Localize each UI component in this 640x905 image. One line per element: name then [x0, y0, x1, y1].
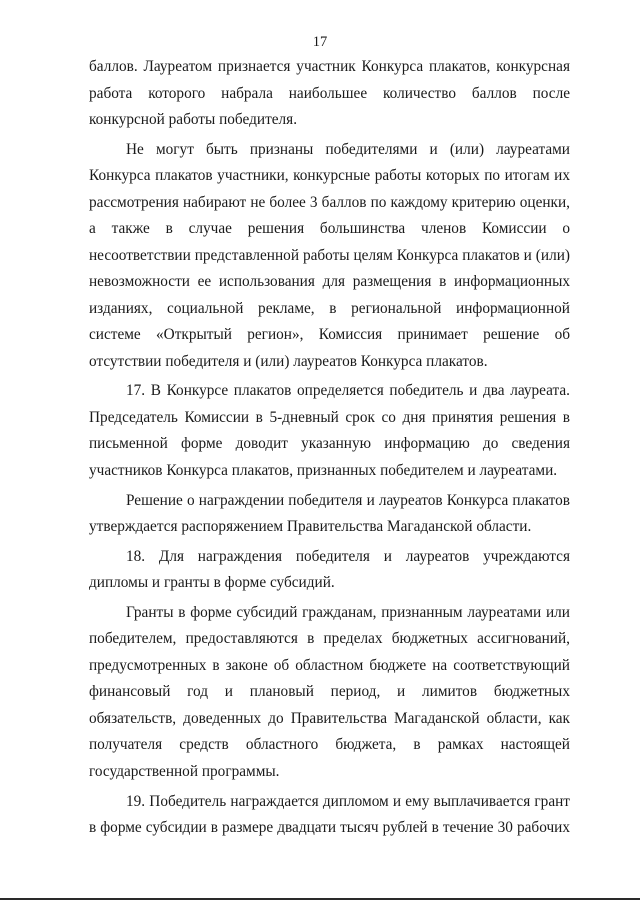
paragraph-18-diplomas: 18. Для награждения победителя и лауреатов учреждаются дипломы и гранты в форме субсидий.: [89, 547, 570, 592]
page-number: 17: [312, 34, 328, 50]
paragraph-17-winners: 17. В Конкурсе плакатов определяется победитель и два лауреата. Председатель Комиссии в 5-дневный срок со дня принятия решения в письменной форме доводит указанную информацию до сведения участников Конкурса плакатов, признанных победителем и лауреатами.: [89, 382, 570, 479]
document-body: [89, 54, 570, 845]
paragraph-award-decision: Решение о награждении победителя и лауреатов Конкурса плакатов утверждается распоряжением Правительства Магаданской области.: [89, 491, 570, 536]
paragraph-continuation: баллов. Лауреатом признается участник Конкурса плакатов, конкурсная работа которого набрала наибольшее количество баллов после конкурсной работы победителя.: [89, 58, 570, 128]
paragraph-grants: Гранты в форме субсидий гражданам, признанным лауреатами или победителем, предоставляются в пределах бюджетных ассигнований, предусмотренных в законе об областном бюджете на соответствующий финансовый год и плановый период, и лимитов бюджетных обязательств, доведенных до Правительства Магаданской области, как получателя средств областного бюджета, в рамках настоящей государственной программы.: [89, 603, 570, 780]
page-bottom-edge: [0, 898, 640, 900]
paragraph-19-winner-grant: 19. Победитель награждается дипломом и ему выплачивается грант в форме субсидии в размере двадцати тысяч рублей в течение 30 рабочих: [89, 792, 570, 837]
paragraph-disqualification: Не могут быть признаны победителями и (или) лауреатами Конкурса плакатов участники, конкурсные работы которых по итогам их рассмотрения набирают не более 3 баллов по каждому критерию оценки, а также в случае решения большинства членов Комиссии о несоответствии представленной работы целям Конкурса плакатов и (или) невозможности ее использования для размещения в информационных изданиях, социальной рекламе, в региональной информационной системе «Открытый регион», Комиссия принимает решение об отсутствии победителя и (или) лауреатов Конкурса плакатов.: [89, 140, 570, 370]
